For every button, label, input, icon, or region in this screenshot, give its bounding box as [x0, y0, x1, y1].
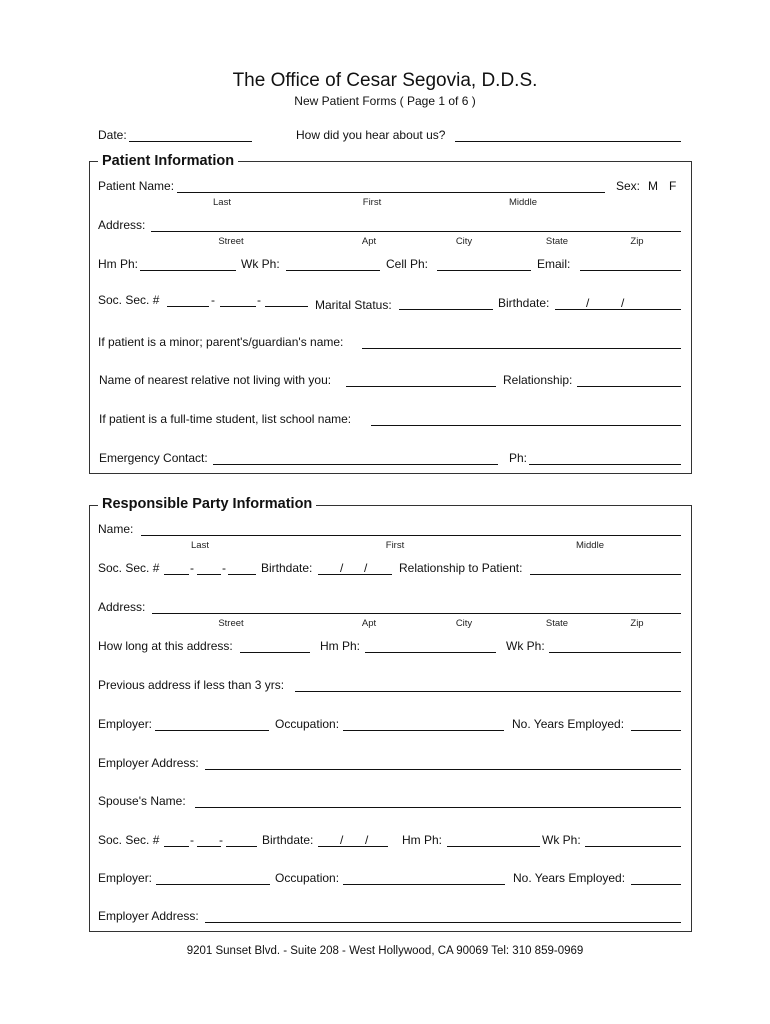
relationship-label: Relationship:	[503, 373, 573, 387]
sp-employer-label: Employer:	[98, 871, 153, 885]
rp-occupation-field[interactable]	[343, 730, 504, 731]
sp-hm-ph-field[interactable]	[447, 846, 540, 847]
patient-address-label: Address:	[98, 218, 146, 232]
rp-soc-sec-dash: -	[222, 561, 226, 575]
sublabel-apt: Apt	[361, 236, 377, 247]
birthdate-slash: /	[621, 296, 625, 310]
sp-occupation-label: Occupation:	[275, 871, 340, 885]
sp-wk-ph-field[interactable]	[585, 846, 681, 847]
sublabel-apt: Apt	[361, 618, 377, 629]
sp-wk-ph-label: Wk Ph:	[542, 833, 581, 847]
sublabel-zip: Zip	[630, 618, 644, 629]
sex-option-m[interactable]: M	[648, 179, 658, 193]
marital-status-field[interactable]	[399, 309, 493, 310]
rp-address-field[interactable]	[152, 613, 681, 614]
sex-label: Sex:	[616, 179, 641, 193]
sp-soc-sec-dash: -	[190, 833, 194, 847]
rp-wk-ph-field[interactable]	[549, 652, 681, 653]
patient-name-label: Patient Name:	[98, 179, 175, 193]
rp-previous-address-label: Previous address if less than 3 yrs:	[98, 678, 285, 692]
patient-name-field[interactable]	[177, 192, 605, 193]
emergency-contact-label: Emergency Contact:	[99, 451, 208, 465]
soc-sec-part1[interactable]	[167, 306, 209, 307]
soc-sec-dash: -	[211, 293, 215, 307]
rp-soc-sec-label: Soc. Sec. #	[98, 561, 160, 575]
rp-hm-ph-field[interactable]	[365, 652, 496, 653]
rp-employer-label: Employer:	[98, 717, 153, 731]
patient-info-heading: Patient Information	[98, 152, 238, 170]
hear-about-field[interactable]	[455, 141, 681, 142]
date-field[interactable]	[129, 141, 252, 142]
responsible-party-heading: Responsible Party Information	[98, 495, 316, 513]
emergency-contact-field[interactable]	[213, 464, 498, 465]
page-subtitle: New Patient Forms ( Page 1 of 6 )	[294, 94, 476, 108]
sublabel-last: Last	[191, 540, 209, 551]
wk-ph-label: Wk Ph:	[241, 257, 280, 271]
rp-employer-field[interactable]	[155, 730, 269, 731]
hm-ph-field[interactable]	[140, 270, 236, 271]
sp-soc-sec-label: Soc. Sec. #	[98, 833, 160, 847]
rp-soc-sec-dash: -	[190, 561, 194, 575]
rp-employer-address-label: Employer Address:	[98, 756, 199, 770]
rp-soc-sec-part1[interactable]	[164, 574, 189, 575]
rp-birthdate-slash: /	[364, 561, 368, 575]
wk-ph-field[interactable]	[286, 270, 380, 271]
rp-relationship-label: Relationship to Patient:	[399, 561, 523, 575]
sp-birthdate-field[interactable]	[318, 846, 388, 847]
rp-wk-ph-label: Wk Ph:	[506, 639, 545, 653]
sp-employer-address-label: Employer Address:	[98, 909, 199, 923]
sublabel-zip: Zip	[630, 236, 644, 247]
page-title: The Office of Cesar Segovia, D.D.S.	[232, 70, 538, 91]
nearest-relative-field[interactable]	[346, 386, 496, 387]
rp-name-label: Name:	[98, 522, 134, 536]
cell-ph-label: Cell Ph:	[386, 257, 429, 271]
rp-spouse-name-label: Spouse's Name:	[98, 794, 186, 808]
sublabel-first: First	[385, 540, 405, 551]
student-school-field[interactable]	[371, 425, 681, 426]
soc-sec-dash: -	[257, 293, 261, 307]
rp-birthdate-field[interactable]	[318, 574, 392, 575]
rp-years-employed-label: No. Years Employed:	[512, 717, 625, 731]
rp-occupation-label: Occupation:	[275, 717, 340, 731]
marital-status-label: Marital Status:	[315, 298, 392, 312]
rp-soc-sec-part3[interactable]	[228, 574, 256, 575]
soc-sec-part2[interactable]	[220, 306, 256, 307]
sp-employer-field[interactable]	[156, 884, 270, 885]
sp-birthdate-slash: /	[365, 833, 369, 847]
rp-hm-ph-label: Hm Ph:	[320, 639, 361, 653]
rp-relationship-field[interactable]	[530, 574, 681, 575]
rp-how-long-field[interactable]	[240, 652, 310, 653]
emergency-ph-label: Ph:	[509, 451, 528, 465]
emergency-ph-field[interactable]	[529, 464, 681, 465]
date-label: Date:	[98, 128, 127, 142]
rp-years-employed-field[interactable]	[631, 730, 681, 731]
footer-address: 9201 Sunset Blvd. - Suite 208 - West Hollywood, CA 90069 Tel: 310 859-0969	[186, 945, 584, 957]
sp-years-employed-label: No. Years Employed:	[513, 871, 626, 885]
sp-soc-sec-part1[interactable]	[164, 846, 189, 847]
rp-how-long-label: How long at this address:	[98, 639, 233, 653]
soc-sec-part3[interactable]	[265, 306, 308, 307]
rp-soc-sec-part2[interactable]	[197, 574, 221, 575]
rp-birthdate-slash: /	[340, 561, 344, 575]
rp-previous-address-field[interactable]	[295, 691, 681, 692]
nearest-relative-label: Name of nearest relative not living with you:	[99, 373, 332, 387]
rp-birthdate-label: Birthdate:	[261, 561, 313, 575]
minor-guardian-label: If patient is a minor; parent's/guardian's name:	[98, 335, 344, 349]
sp-birthdate-slash: /	[340, 833, 344, 847]
sublabel-city: City	[455, 618, 473, 629]
birthdate-field[interactable]	[555, 309, 681, 310]
sex-option-f[interactable]: F	[669, 179, 677, 193]
sublabel-middle: Middle	[576, 540, 604, 551]
sp-birthdate-label: Birthdate:	[262, 833, 314, 847]
sublabel-city: City	[455, 236, 473, 247]
sublabel-last: Last	[213, 197, 231, 208]
sublabel-state: State	[545, 618, 569, 629]
rp-employer-address-field[interactable]	[205, 769, 681, 770]
sp-soc-sec-part3[interactable]	[226, 846, 257, 847]
patient-address-field[interactable]	[151, 231, 681, 232]
minor-guardian-field[interactable]	[362, 348, 681, 349]
email-label: Email:	[537, 257, 571, 271]
sp-soc-sec-dash: -	[219, 833, 223, 847]
rp-name-field[interactable]	[141, 535, 681, 536]
sp-hm-ph-label: Hm Ph:	[402, 833, 443, 847]
relationship-field[interactable]	[577, 386, 681, 387]
sublabel-first: First	[362, 197, 382, 208]
sp-soc-sec-part2[interactable]	[197, 846, 221, 847]
student-school-label: If patient is a full-time student, list school name:	[99, 412, 352, 426]
birthdate-label: Birthdate:	[498, 296, 550, 310]
sublabel-street: Street	[218, 236, 244, 247]
hm-ph-label: Hm Ph:	[98, 257, 139, 271]
sublabel-state: State	[545, 236, 569, 247]
rp-address-label: Address:	[98, 600, 146, 614]
sublabel-middle: Middle	[509, 197, 537, 208]
sp-occupation-field[interactable]	[343, 884, 505, 885]
sp-years-employed-field[interactable]	[631, 884, 681, 885]
cell-ph-field[interactable]	[437, 270, 531, 271]
soc-sec-label: Soc. Sec. #	[98, 293, 160, 307]
birthdate-slash: /	[586, 296, 590, 310]
rp-spouse-name-field[interactable]	[195, 807, 681, 808]
hear-about-label: How did you hear about us?	[296, 128, 446, 142]
sublabel-street: Street	[218, 618, 244, 629]
email-field[interactable]	[580, 270, 681, 271]
sp-employer-address-field[interactable]	[205, 922, 681, 923]
